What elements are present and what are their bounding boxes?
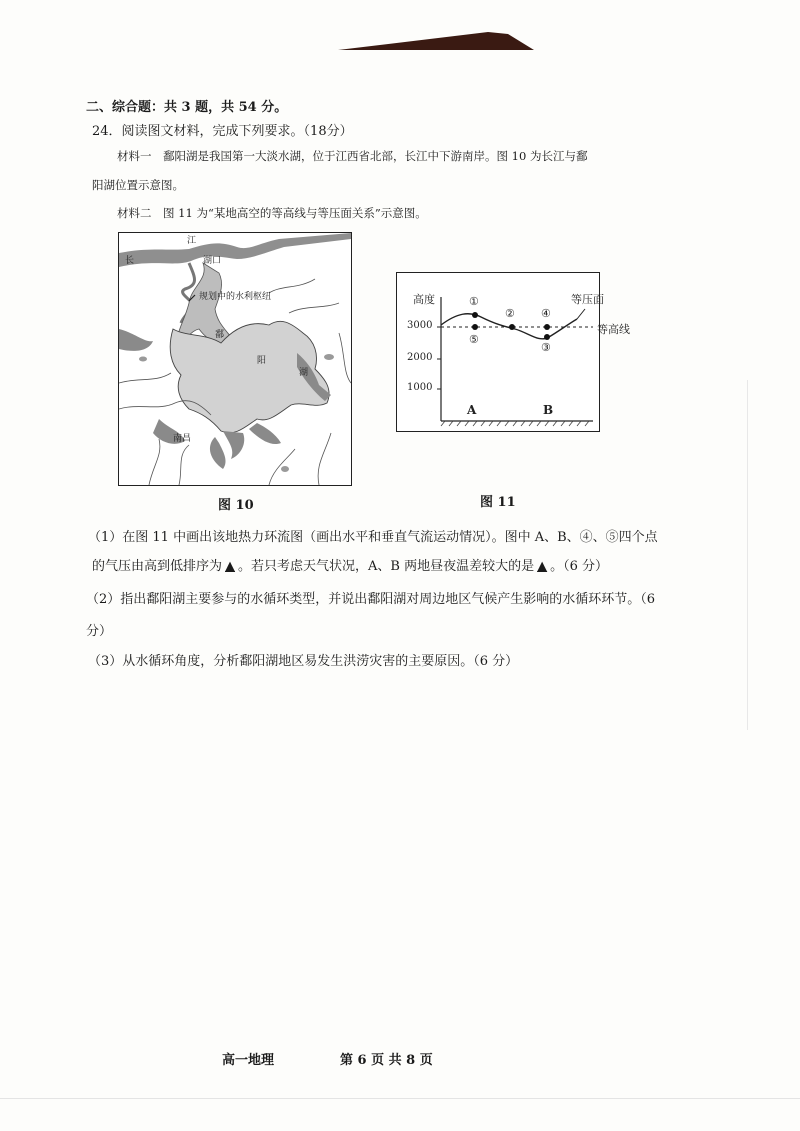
contour-label: 等高线 xyxy=(597,323,630,336)
question-1-line-2 xyxy=(92,555,608,574)
footer-subject: 高一地理 xyxy=(222,1053,275,1068)
scan-edge-line xyxy=(747,380,748,730)
figure-11-caption: 图 11 xyxy=(480,495,516,510)
question-3: （3）从水循环角度，分析鄱阳湖地区易发生洪涝灾害的主要原因。（6 分） xyxy=(88,654,519,669)
question-2-line-1: （2）指出鄱阳湖主要参与的水循环类型，并说出鄱阳湖对周边地区气候产生影响的水循环环节。（6 xyxy=(86,592,656,607)
point-5-label: ⑤ xyxy=(469,333,479,346)
q1-text-a: 的气压由高到低排序为 xyxy=(92,559,223,574)
map-drawing xyxy=(119,233,351,485)
point-1-label: ① xyxy=(469,295,479,308)
y-tick-1000: 1000 xyxy=(407,382,433,393)
point-2-label: ② xyxy=(505,307,515,320)
map-label-dam: 规划中的水利枢纽 xyxy=(199,292,272,302)
map-label-po: 鄱 xyxy=(215,330,225,340)
point-3-label: ③ xyxy=(541,341,551,354)
answer-blank-2[interactable]: ▲ xyxy=(537,559,548,574)
q1-text-b: 。若只考虑天气状况，A、B 两地昼夜温差较大的是 xyxy=(238,559,535,574)
figure-10-map xyxy=(118,232,352,486)
question-2-line-2: 分） xyxy=(86,624,113,639)
y-tick-2000: 2000 xyxy=(407,352,433,363)
map-label-jiang: 江 xyxy=(187,236,197,246)
material-2: 材料二 图 11 为“某地高空的等高线与等压面关系”示意图。 xyxy=(117,206,427,220)
map-label-hu: 湖 xyxy=(299,368,309,378)
scan-bottom-rule xyxy=(0,1098,800,1099)
map-label-hukou: 湖口 xyxy=(203,256,222,266)
map-label-nanchang: 南昌 xyxy=(173,434,192,444)
map-label-chang: 长 xyxy=(125,256,135,266)
question-1-line-1: （1）在图 11 中画出该地热力环流图（画出水平和垂直气流运动情况）。图中 A、B、④、⑤四个点 xyxy=(88,530,658,545)
question-24-stem: 24．阅读图文材料，完成下列要求。（18分） xyxy=(92,124,353,139)
material-1-line-1: 材料一 鄱阳湖是我国第一大淡水湖，位于江西省北部，长江中下游南岸。图 10 为长江与鄱 xyxy=(117,149,588,163)
x-label-a: A xyxy=(467,403,477,417)
y-tick-3000: 3000 xyxy=(407,320,433,331)
x-label-b: B xyxy=(543,403,554,417)
scan-smudge xyxy=(338,30,534,56)
footer-page-number: 第 6 页 共 8 页 xyxy=(340,1053,433,1068)
material-1-line-2: 阳湖位置示意图。 xyxy=(92,178,184,192)
y-axis-label: 高度 xyxy=(413,293,435,306)
answer-blank-1[interactable]: ▲ xyxy=(225,559,236,574)
figure-10-caption: 图 10 xyxy=(218,498,254,513)
map-label-yang: 阳 xyxy=(257,356,267,366)
section-heading: 二、综合题：共 3 题，共 54 分。 xyxy=(86,100,288,115)
q1-text-c: 。（6 分） xyxy=(550,559,608,574)
figure-11-diagram xyxy=(396,272,630,432)
isobar-label: 等压面 xyxy=(571,293,604,306)
point-4-label: ④ xyxy=(541,307,551,320)
